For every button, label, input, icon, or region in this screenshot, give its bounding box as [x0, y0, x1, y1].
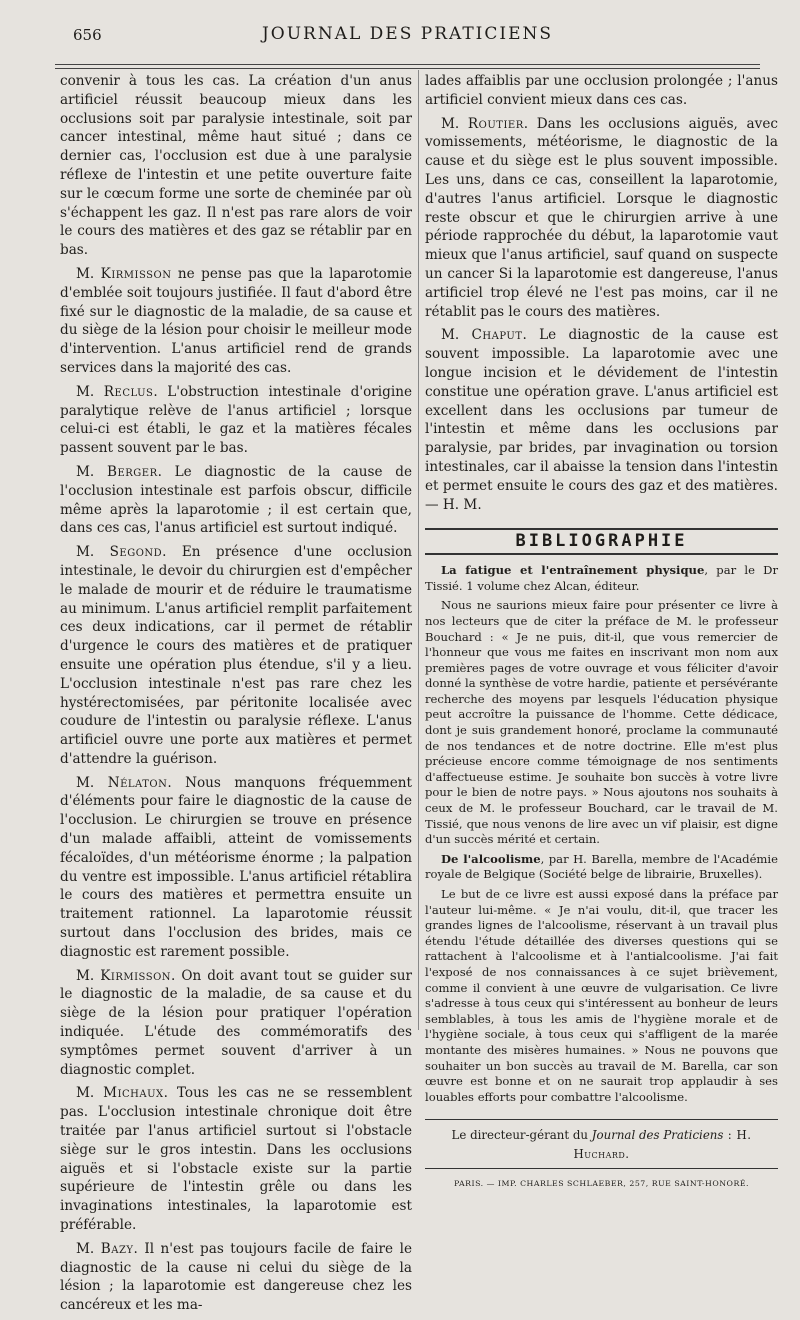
- paragraph: M. Reclus. L'obstruction intestinale d'origine paralytique relève de l'anus artificiel ; lorsque celui-ci est établi, le gaz et la matières fécales passent souvent par le bas.: [60, 383, 412, 457]
- paragraph: M. Nélaton. Nous manquons fréquemment d'éléments pour faire le diagnostic de la cause de l'occlusion. Le chirurgien se trouve en présence d'un malade affaibli, atteint de vomissements fécaloïdes, d'un météorisme énorme ; la palpation du ventre est impossible. L'anus artificiel rétablira le cours des matières et permettra ensuite un traitement rationnel. La laparotomie réussit surtout dans l'occlusion des brides, mais ce diagnostic est rarement possible.: [60, 774, 413, 960]
- paragraph: M. Kirmisson. On doit avant tout se guider sur le diagnostic de la maladie, de sa cause et du siège de la lésion pour pratiquer l'opération indiquée. L'étude des commémoratifs des symptômes permet souvent d'arriver à un diagnostic complet.: [60, 967, 413, 1078]
- speaker-name: Kirmisson: [100, 967, 172, 984]
- page-header: [55, 20, 760, 48]
- running-title: JOURNAL DES PRATICIENS: [261, 24, 554, 44]
- bibliography-heading: BIBLIOGRAPHIE: [425, 528, 778, 555]
- paragraph: M. Kirmisson ne pense pas que la laparotomie d'emblée soit toujours justifiée. Il faut d'abord être fixé sur le diagnostic de la maladie, de sa cause et du siège de la lésion pour choisir le meilleur mode d'intervention. L'anus artificiel rend de grands services dans la majorité des cas.: [60, 265, 412, 376]
- right-column: [425, 72, 778, 1199]
- paragraph: M. Segond. En présence d'une occlusion intestinale, le devoir du chirurgien est d'empêcher le malade de mourir et de réduire le traumatisme au minimum. L'anus artificiel remplit parfaitement ces deux indications, car il permet de rétablir d'urgence le cours des matières et de pratiquer ensuite une opération plus étendue, s'il y a lieu. L'occlusion intestinale n'est pas rare chez les hystérectomisées, par péritonite localisée avec coudure de l'intestin ou paralysie réflexe. L'anus artificiel ouvre une porte aux matières et permet d'attendre la guérison.: [60, 544, 413, 767]
- column-divider: [418, 70, 419, 1030]
- speaker-name: Berger: [106, 463, 158, 480]
- speaker-name: Chaput: [471, 327, 523, 344]
- paragraph: M. Berger. Le diagnostic de la cause de l'occlusion intestinale est parfois obscur, difficile même après la laparotomie ; il est certain que, dans ces cas, l'anus artificiel est surtout indiqué.: [60, 463, 412, 537]
- bibliography-review: Nous ne saurions mieux faire pour présenter ce livre à nos lecteurs que de citer la préface de M. le professeur Bouchard : « Je ne puis, dit-il, que vous remercier de l'honneur que vous me faites en inscrivant mon nom aux premières pages de votre ouvrage et vous féliciter d'avoir donné la synthèse de votre hardie, patiente et persévérante recherche des moyens par lesquels l'éducation physique peut accroître la puissance de l'homme. Cette dédicace, dont je suis grandement honoré, proclame la communauté de nos tendances et de notre doctrine. Elle m'est plus précieuse encore comme témoignage de nos sentiments d'affectueuse estime. Je souhaite bon succès à votre livre pour le bien de notre pays. » Nous ajoutons nos souhaits à ceux de M. le professeur Bouchard, car le travail de M. Tissié, que nous venons de lire avec un vif plaisir, est digne d'un succès mérité et certain.: [425, 598, 778, 847]
- paragraph: M. Bazy. Il n'est pas toujours facile de faire le diagnostic de la cause ni celui du siège de la lésion ; la laparotomie est dangereuse chez les cancéreux et les ma-: [60, 1240, 412, 1314]
- book-title: De l'alcoolisme: [441, 851, 541, 866]
- speaker-name: Segond: [109, 544, 163, 561]
- printer-line: PARIS. — IMP. CHARLES SCHLAEBER, 257, RUE SAINT-HONORÉ.: [425, 1168, 778, 1194]
- speaker-name: Kirmisson: [100, 265, 172, 282]
- paragraph: convenir à tous les cas. La création d'un anus artificiel réussit beaucoup mieux dans les occlusions soit par paralysie intestinale, soit par cancer intestinal, même haut situé ; dans ce dernier cas, l'occlusion est due à une paralysie réflexe de l'intestin et une petite ouverture faite sur le cœcum forme une sorte de cheminée par où s'échappent les gaz. Il n'est pas rare alors de voir le cours des matières et des gaz se rétablir par en bas.: [60, 73, 412, 259]
- bibliography-entry: La fatigue et l'entraînement physique, par le Dr Tissié. 1 volume chez Alcan, éditeur.: [425, 563, 778, 593]
- paragraph: M. Routier. Dans les occlusions aiguës, avec vomissements, météorisme, le diagnostic de la cause et du siège est le plus souvent impossible. Les uns, dans ce cas, conseillent la laparotomie, d'autres l'anus artificiel. Lorsque le diagnostic reste obscur et que le chirurgien arrive à une période rapprochée du début, la laparotomie vaut mieux que l'anus artificiel, sauf quand on suspecte un cancer Si la laparotomie est dangereuse, l'anus artificiel trop élevé ne l'est pas moins, car il ne rétablit pas le cours des matières.: [425, 115, 778, 320]
- paragraph: M. Michaux. Tous les cas ne se ressemblent pas. L'occlusion intestinale chronique doit être traitée par l'anus artificiel surtout si l'obstacle siège sur le gros intestin. Dans les occlusions aiguës et si l'obstacle existe sur la partie supérieure de l'intestin grêle ou dans les invaginations intestinales, la laparotomie est préférable.: [60, 1085, 412, 1234]
- speaker-name: Routier: [467, 115, 524, 132]
- page-number: 656: [73, 26, 102, 44]
- header-rule: [55, 64, 760, 69]
- director-line: Le directeur-gérant du Journal des Praticiens : H. Huchard.: [451, 1128, 752, 1162]
- book-title: La fatigue et l'entraînement physique: [441, 563, 705, 578]
- bibliography-review: Le but de ce livre est aussi exposé dans la préface par l'auteur lui-même. « Je n'ai voulu, dit-il, que tracer les grandes lignes de l'alcoolisme, réservant à un travail plus étendu l'étude détaillée des diverses questions qui se rattachent à l'alcoolisme et à l'antialcoolisme. J'ai fait l'exposé de nos connaissances à ce sujet brièvement, comme il convient à une œuvre de vulgarisation. Ce livre s'adresse à tous ceux qui s'intéressent au bonheur de leurs semblables, à tous les amis de l'hygiène morale et de l'hygiène sociale, à tous ceux qui s'affligent de la marée montante des misères humaines. » Nous ne pouvons que souhaiter un bon succès au travail de M. Barella, car son œuvre est bonne et on ne saurait trop applaudir à ses louables efforts pour combattre l'alcoolisme.: [425, 887, 778, 1104]
- paragraph: M. Chaput. Le diagnostic de la cause est souvent impossible. La laparotomie avec une longue incision et le dévidement de l'intestin constitue une opération grave. L'anus artificiel est excellent dans les occlusions par tumeur de l'intestin et même dans les occlusions par paralysie, par brides, par invagination ou torsion intestinales, car il abaisse la tension dans l'intestin et permet ensuite le cours des gaz et des matières. — H. M.: [425, 327, 778, 513]
- left-column: [60, 72, 412, 1320]
- speaker-name: Nélaton: [107, 774, 168, 791]
- speaker-name: Reclus: [103, 383, 154, 400]
- bibliography-entry: De l'alcoolisme, par H. Barella, membre de l'Académie royale de Belgique (Société belge de librairie, Bruxelles).: [425, 851, 778, 882]
- paragraph: lades affaiblis par une occlusion prolongée ; l'anus artificiel convient mieux dans ces cas.: [425, 73, 778, 108]
- speaker-name: Bazy: [100, 1240, 134, 1257]
- speaker-name: Michaux: [103, 1085, 164, 1102]
- bibliography: [425, 563, 778, 1105]
- footer: [425, 1119, 778, 1193]
